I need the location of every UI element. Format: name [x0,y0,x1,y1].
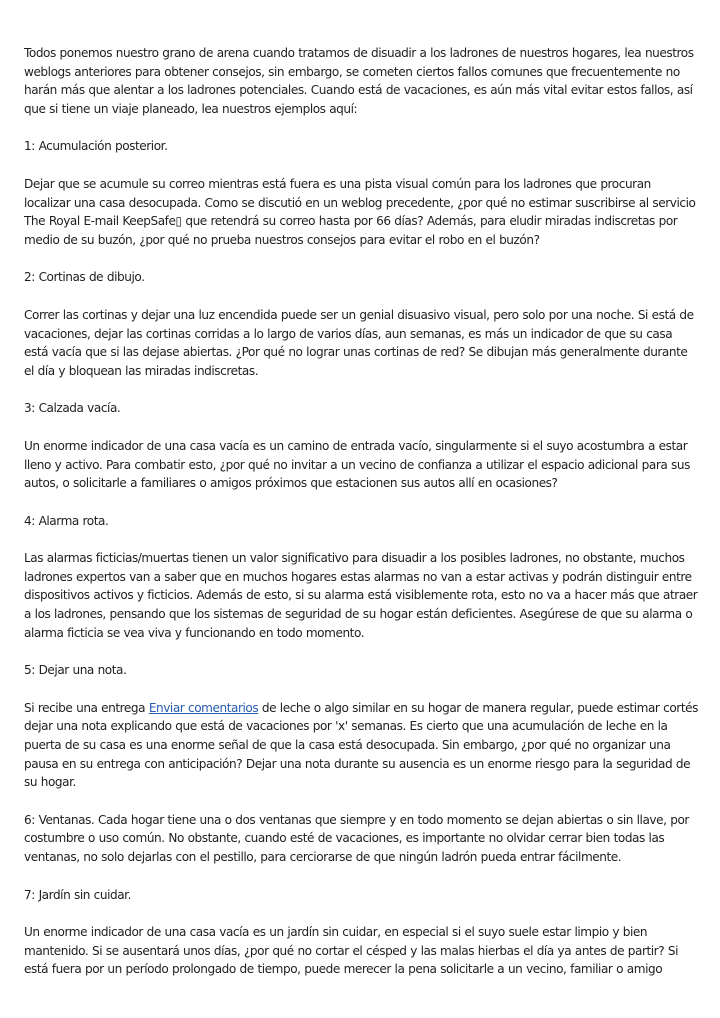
section-4-heading: 4: Alarma rota. [24,513,109,528]
section-7-heading: 7: Jardín sin cuidar. [24,887,131,902]
section-3-heading: 3: Calzada vacía. [24,401,121,416]
section-5-body [24,699,698,792]
section-3-body: Un enorme indicador de una casa vacía es un camino de entrada vacío, singularmente si el suyo acostumbra a estar lleno y activo. Para combatir esto, ¿por qué no invitar a un vecino de confianza a utilizar el espacio adicional para sus autos, o solicitarle a familiares o amigos próximos que estacionen sus autos allí en ocasiones? [24,438,690,491]
document-body [24,44,698,998]
section-2-body: Correr las cortinas y dejar una luz encendida puede ser un genial disuasivo visual, pero solo por una noche. Si está de vacaciones, dejar las cortinas corridas a lo largo de varios días, aun semanas, es más un indicador de que su casa está vacía que si las dejase abiertas. ¿Por qué no lograr unas cortinas de red? Se dibujan más generalmente durante el día y bloquean las miradas indiscretas. [24,307,694,378]
section-7-body: Un enorme indicador de una casa vacía es un jardín sin cuidar, en especial si el suyo suele estar limpio y bien mantenido. Si se ausentará unos días, ¿por qué no cortar el césped y las malas hierbas el día ya antes de partir? Si está fuera por un período prolongado de tiempo, puede merecer la pena solicitarle a un vecino, familiar o amigo [24,925,679,977]
section-5-body-after-link: de leche o algo similar en su hogar de manera regular, puede estimar cortés dejar una nota explicando que está de vacaciones por 'x' semanas. Es cierto que una acumulación de leche en la puerta de su casa es una enorme señal de que la casa está desocupada. Sin embargo, ¿por qué no organizar una pausa en su entrega con anticipación? Dejar una nota durante su ausencia es un enorme riesgo para la seguridad de su hogar. [24,700,698,790]
intro-paragraph: Todos ponemos nuestro grano de arena cuando tratamos de disuadir a los ladrones de nuestros hogares, lea nuestros weblogs anteriores para obtener consejos, sin embargo, se cometen ciertos fallos comunes que frecuentemente no harán más que alentar a los ladrones potenciales. Cuando está de vacaciones, es aún más vital evitar estos fallos, así que si tiene un viaje planeado, lea nuestros ejemplos aquí: [24,46,694,116]
section-6-body: 6: Ventanas. Cada hogar tiene una o dos ventanas que siempre y en todo momento se dejan abiertas o sin llave, por costumbre o uso común. No obstante, cuando esté de vacaciones, es importante no olvidar cerrar bien todas las ventanas, no solo dejarlas con el pestillo, para cerciorarse de que ningún ladrón pueda entrar fácilmente. [24,812,689,864]
section-1-heading: 1: Acumulación posterior. [24,139,168,154]
section-4-body: Las alarmas ficticias/muertas tienen un valor significativo para disuadir a los posibles ladrones, no obstante, muchos ladrones expertos van a saber que en muchos hogares estas alarmas no van a estar activas y podrán distinguir entre dispositivos activos y ficticios. Además de esto, si su alarma está visiblemente rota, esto no va a hacer más que atraer a los ladrones, pensando que los sistemas de seguridad de su hogar están deficientes. Asegúrese de que su alarma o alarma ficticia se vea viva y funcionando en todo momento. [24,551,698,640]
send-feedback-link[interactable]: Enviar comentarios [148,700,259,715]
section-2-heading: 2: Cortinas de dibujo. [24,270,145,285]
section-5-heading: 5: Dejar una nota. [24,663,127,678]
section-1-body: Dejar que se acumule su correo mientras está fuera es una pista visual común para los ladrones que procuran localizar una casa desocupada. Como se discutió en un weblog precedente, ¿por qué no estimar suscribirse al servicio The Royal E-mail KeepSafe▯ que retendrá su correo hasta por 66 días? Además, para eludir miradas indiscretas por medio de su buzón, ¿por qué no prueba nuestros consejos para evitar el robo en el buzón? [24,176,696,247]
section-5-body-before-link: Si recibe una entrega [24,700,149,715]
